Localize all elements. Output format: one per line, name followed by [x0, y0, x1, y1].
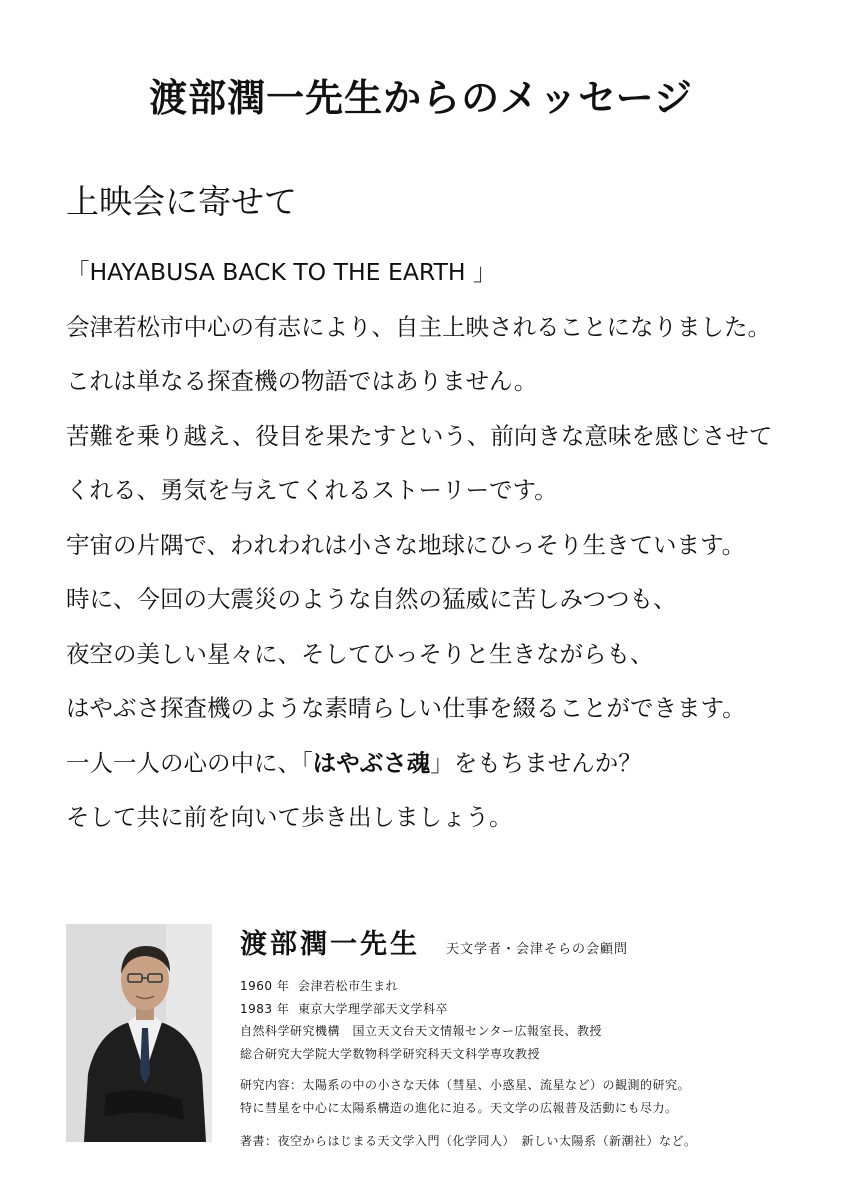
profile-bio	[240, 975, 800, 1065]
profile-role: 天文学者・会津そらの会顧問	[446, 942, 629, 957]
message-line-10-pre: 一人一人の心の中に、「	[66, 748, 313, 777]
bio-year: 1960 年	[240, 979, 290, 993]
bio-line	[240, 998, 800, 1021]
message-line-5: くれる、勇気を与えてくれるストーリーです。	[66, 476, 558, 504]
message-line-3: これは単なる探査機の物語ではありません。	[66, 367, 538, 395]
message-line-4: 苦難を乗り越え、役目を果たすという、前向きな意味を感じさせて	[66, 421, 773, 450]
portrait-illustration	[66, 924, 212, 1142]
message-line-6: 宇宙の片隅で、われわれは小さな地球にひっそり生きています。	[66, 530, 746, 559]
books-line: 著書：夜空からはじまる天文学入門（化学同人） 新しい太陽系（新潮社）など。	[240, 1134, 697, 1148]
research-line: 研究内容：太陽系の中の小さな天体（彗星、小惑星、流星など）の観測的研究。	[240, 1078, 691, 1092]
position-line: 総合研究大学院大学数物科学研究科天文科学専攻教授	[240, 1046, 541, 1061]
bio-line	[240, 975, 800, 998]
section-subtitle: 上映会に寄せて	[66, 182, 297, 221]
bio-text: 東京大学理学部天文学科卒	[298, 1001, 449, 1016]
message-line-2: 会津若松市中心の有志により、自主上映されることになりました。	[66, 312, 771, 341]
message-line-9: はやぶさ探査機のような素晴らしい仕事を綴ることができます。	[66, 694, 746, 722]
message-line-7: 時に、今回の大震災のような自然の猛威に苦しみつつも、	[66, 585, 677, 613]
message-line-10-post: 」をもちませんか？	[430, 748, 642, 777]
position-line: 自然科学研究機構 国立天文台天文情報センター広報室長、教授	[240, 1024, 603, 1038]
portrait-photo	[66, 924, 212, 1142]
page-title: 渡部潤一先生からのメッセージ	[149, 76, 693, 120]
research-line: 特に彗星を中心に太陽系構造の進化に迫る。天文学の広報普及活動にも尽力。	[240, 1100, 678, 1115]
profile-section	[240, 922, 800, 1153]
message-line-8: 夜空の美しい星々に、そしてひっそりと生きながらも、	[66, 639, 654, 668]
bio-year: 1983 年	[240, 1001, 290, 1016]
message-line-11: そして共に前を向いて歩き出しましょう。	[66, 803, 513, 831]
research-description	[240, 1074, 800, 1119]
message-body	[66, 250, 806, 850]
bio-text: 会津若松市生まれ	[298, 979, 399, 993]
message-line-1: 「HAYABUSA BACK TO THE EARTH 」	[66, 258, 497, 286]
profile-name: 渡部潤一先生	[240, 929, 420, 960]
message-line-10	[66, 741, 806, 796]
profile-header	[240, 922, 800, 958]
hayabusa-spirit-emphasis: はやぶさ魂	[312, 748, 431, 777]
